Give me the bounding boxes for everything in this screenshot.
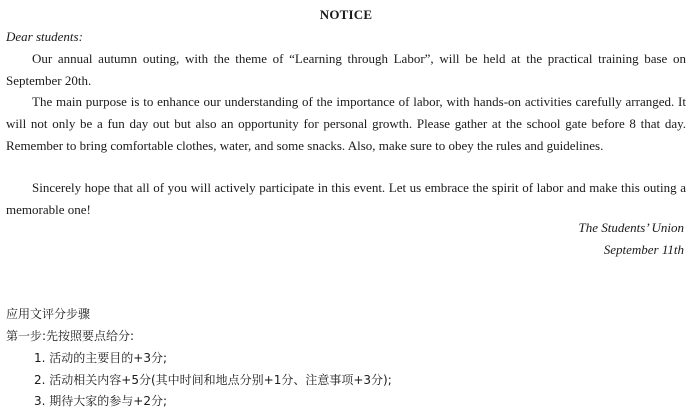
paragraph-closing: Sincerely hope that all of you will actively participate in this event. Let us embrace the spirit of labor and make this outing a memorable one! — [6, 180, 686, 217]
notice-title: NOTICE — [319, 7, 373, 22]
paragraph-purpose: The main purpose is to enhance our understanding of the importance of labor, with hands-on activities carefully arranged. It will not only be a fun day out but also an opportunity for personal growth. Please gather at the school gate before 8 that day. Remember to bring comfortable clothes, water, and some snacks. Also, make sure to obey the rules and guidelines. — [6, 94, 686, 153]
scoring-step-one: 第一步:先按照要点给分: — [6, 329, 135, 343]
paragraph-intro: Our annual autumn outing, with the theme of “Learning through Labor”, will be held at the practical training base on September 20th. — [6, 51, 686, 88]
scoring-heading: 应用文评分步骤 — [6, 307, 91, 321]
notice-date: September 11th — [603, 242, 684, 257]
scoring-item: 3. 期待大家的参与+2分; — [34, 394, 167, 408]
greeting: Dear students: — [6, 29, 83, 44]
signature: The Students’ Union — [578, 220, 684, 235]
scoring-item: 2. 活动相关内容+5分(其中时间和地点分别+1分、注意事项+3分); — [34, 373, 392, 387]
scoring-item: 1. 活动的主要目的+3分; — [34, 351, 167, 365]
